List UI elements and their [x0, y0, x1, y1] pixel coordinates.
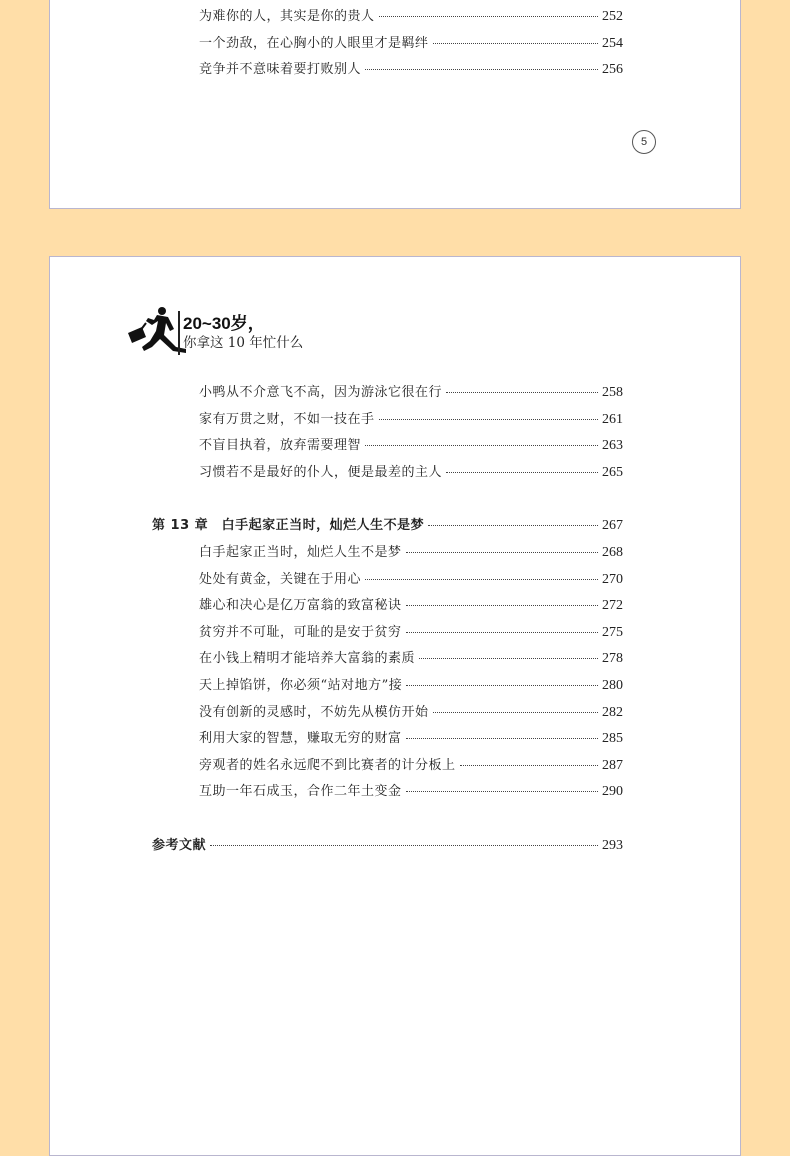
leader-dots	[406, 737, 598, 739]
leader-dots	[406, 604, 598, 606]
toc-entry-page: 287	[602, 757, 623, 773]
toc-page-top	[49, 0, 741, 209]
toc-entry[interactable]	[50, 620, 740, 647]
toc-entry-page: 275	[602, 624, 623, 640]
toc-entry[interactable]	[50, 4, 740, 31]
toc-entry-page: 272	[602, 598, 623, 614]
toc-entry-title: 在小钱上精明才能培养大富翁的素质	[199, 651, 416, 667]
toc-entry-page: 268	[602, 545, 623, 560]
book-title: 20~30岁，	[183, 314, 265, 333]
chapter-page: 267	[602, 518, 623, 533]
toc-entry[interactable]	[50, 540, 740, 567]
toc-entry-page: 263	[602, 438, 623, 454]
toc-entry[interactable]	[50, 726, 740, 753]
leader-dots	[365, 578, 598, 580]
leader-dots	[379, 15, 598, 17]
toc-entry[interactable]	[50, 407, 740, 434]
leader-dots	[428, 524, 598, 526]
toc-entry-title: 小鸭从不介意飞不高，因为游泳它很在行	[199, 385, 443, 400]
toc-entry-title: 利用大家的智慧，赚取无穷的财富	[199, 731, 402, 747]
leader-dots	[406, 631, 598, 633]
toc-entry-title: 天上掉馅饼，你必须“站对地方”接	[199, 677, 403, 693]
toc-entry[interactable]	[50, 593, 740, 620]
toc-entry[interactable]	[50, 567, 740, 594]
toc-entry[interactable]	[50, 460, 740, 487]
leader-dots	[433, 42, 598, 44]
book-subtitle: 你拿这 10 年忙什么	[183, 335, 304, 351]
toc-entry[interactable]	[50, 753, 740, 780]
leader-dots	[210, 844, 598, 846]
references-title: 参考文献	[152, 838, 207, 853]
toc-entry-title: 白手起家正当时，灿烂人生不是梦	[199, 545, 402, 560]
toc-entry[interactable]	[50, 646, 740, 673]
chapter-title: 第 13 章 白手起家正当时，灿烂人生不是梦	[152, 518, 425, 533]
leader-dots	[365, 68, 598, 70]
header-divider	[178, 311, 180, 355]
toc-entry-title: 家有万贯之财，不如一技在手	[199, 411, 375, 427]
toc-references-entry[interactable]	[50, 833, 740, 860]
toc-list-top	[50, 4, 740, 84]
toc-entry[interactable]	[50, 31, 740, 58]
leader-dots	[365, 444, 598, 446]
toc-list-b	[50, 540, 740, 806]
toc-entry-page: 280	[602, 677, 623, 693]
leader-dots	[446, 391, 598, 393]
leader-dots	[433, 711, 598, 713]
toc-chapter-entry[interactable]	[50, 513, 740, 540]
toc-entry-title: 互助一年石成玉，合作二年土变金	[199, 784, 402, 800]
toc-entry-page: 261	[602, 411, 623, 427]
toc-entry[interactable]	[50, 380, 740, 407]
toc-entry-title: 雄心和决心是亿万富翁的致富秘诀	[199, 598, 402, 614]
toc-entry-title: 处处有黄金，关键在于用心	[199, 571, 362, 587]
page-number-badge: 5	[632, 130, 656, 154]
toc-entry-page: 256	[602, 62, 623, 78]
leader-dots	[446, 471, 598, 473]
toc-references	[50, 833, 740, 860]
leader-dots	[406, 684, 598, 686]
toc-chapter-13	[50, 513, 740, 540]
toc-list-a	[50, 380, 740, 486]
toc-entry[interactable]	[50, 673, 740, 700]
leader-dots	[379, 418, 598, 420]
toc-entry-page: 254	[602, 35, 623, 51]
toc-entry-title: 竞争并不意味着要打败别人	[199, 62, 362, 78]
toc-entry-page: 282	[602, 704, 623, 720]
toc-entry-page: 290	[602, 784, 623, 800]
toc-entry-title: 为难你的人，其实是你的贵人	[199, 9, 375, 24]
leader-dots	[406, 551, 598, 553]
toc-entry-page: 278	[602, 651, 623, 667]
toc-entry-title: 不盲目执着，放弃需要理智	[199, 438, 362, 454]
toc-entry-title: 贫穷并不可耻，可耻的是安于贫穷	[199, 624, 402, 640]
toc-entry-page: 265	[602, 464, 623, 480]
toc-entry[interactable]	[50, 779, 740, 806]
leader-dots	[419, 657, 598, 659]
toc-entry-title: 旁观者的姓名永远爬不到比赛者的计分板上	[199, 757, 456, 773]
toc-entry[interactable]	[50, 433, 740, 460]
toc-entry-title: 没有创新的灵感时，不妨先从模仿开始	[199, 704, 429, 720]
toc-entry[interactable]	[50, 700, 740, 727]
toc-entry-title: 习惯若不是最好的仆人，便是最差的主人	[199, 464, 443, 480]
toc-entry-page: 285	[602, 731, 623, 747]
toc-entry-page: 258	[602, 385, 623, 400]
references-page: 293	[602, 838, 623, 853]
toc-entry-page: 252	[602, 9, 623, 24]
toc-entry-page: 270	[602, 571, 623, 587]
leader-dots	[460, 764, 598, 766]
toc-page-bottom	[49, 256, 741, 1156]
toc-entry-title: 一个劲敌，在心胸小的人眼里才是羁绊	[199, 35, 429, 51]
toc-entry[interactable]	[50, 57, 740, 84]
leader-dots	[406, 790, 598, 792]
